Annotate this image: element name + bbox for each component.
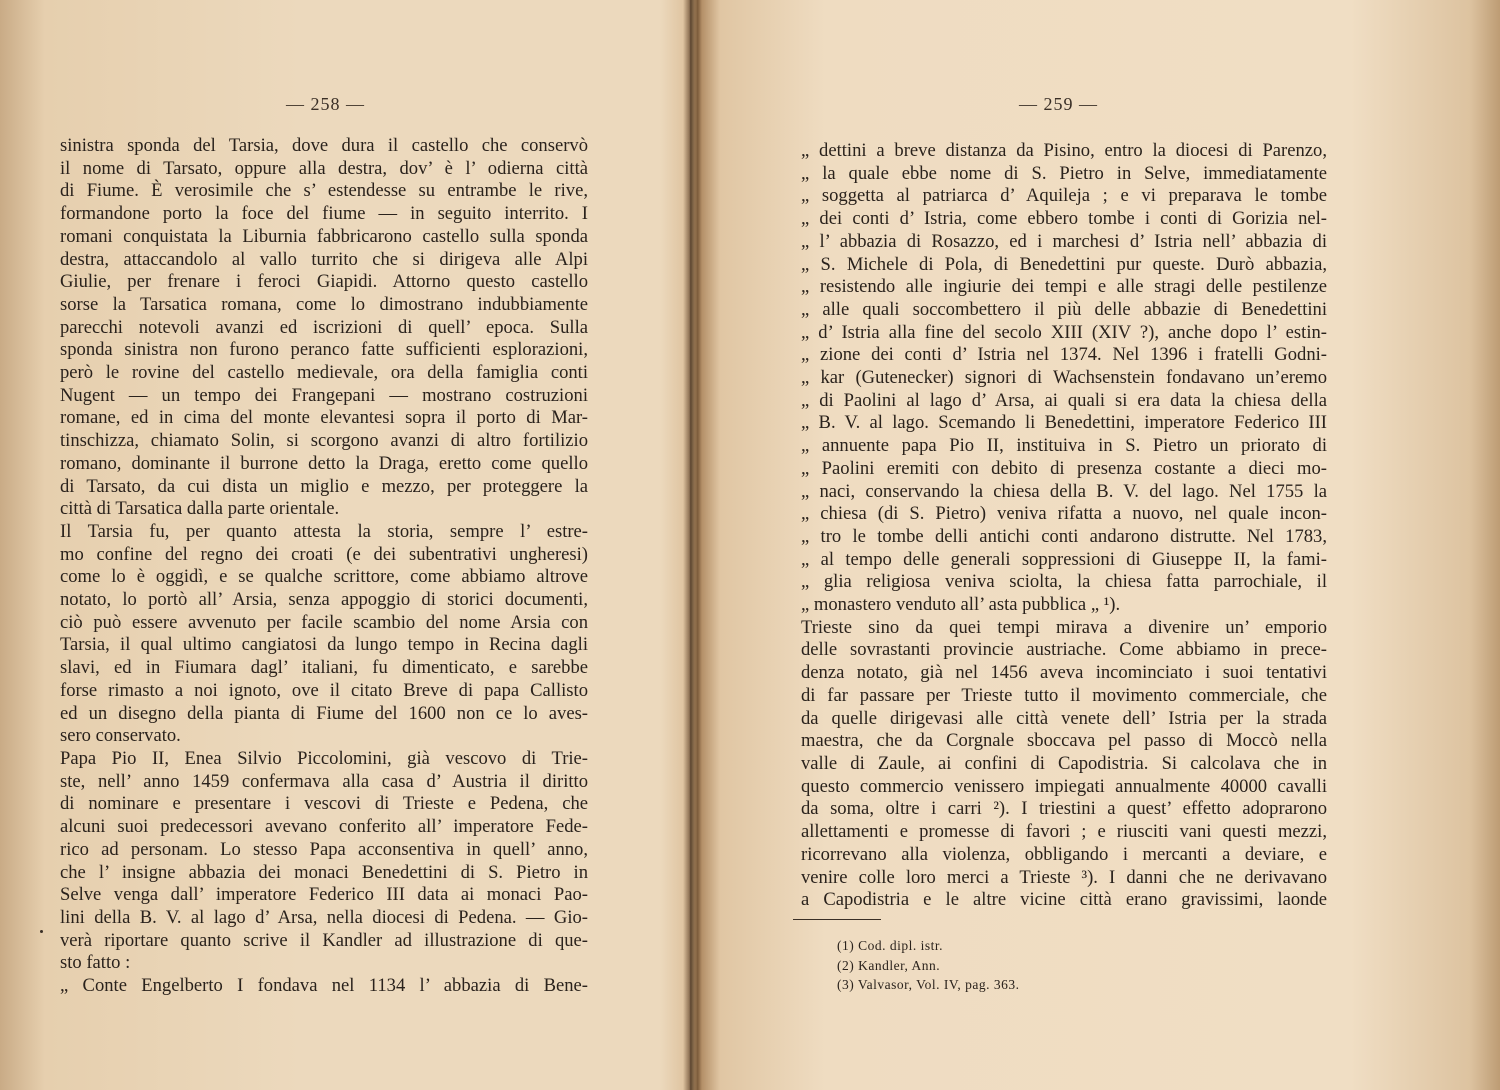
page-number: — 258 — [286, 94, 365, 114]
text-line: „ soggetta al patriarca d’ Aquileja ; e vi preparava le tombe [801, 185, 1327, 207]
text-line: „ glia religiosa veniva sciolta, la chiesa fatta parrochiale, il [801, 571, 1327, 593]
footnote: (2) Kandler, Ann. [837, 957, 941, 973]
text-line: ed un disegno della pianta di Fiume del 1600 non ce lo aves- [60, 702, 588, 724]
footnote: (3) Valvasor, Vol. IV, pag. 363. [837, 977, 1020, 992]
text-line: Nugent — un tempo dei Frangepani — mostrano costruzioni [60, 384, 588, 406]
text-line: „ alle quali soccombettero il più delle abbazie di Benedettini [801, 298, 1327, 320]
text-line: „ resistendo alle ingiurie dei tempi e alle stragi delle pestilenze [801, 276, 1327, 298]
text-line: sero conservato. [60, 725, 181, 747]
text-line: forse rimasto a noi ignoto, ove il citato Breve di papa Callisto [60, 679, 588, 701]
text-line: venire colle loro merci a Trieste ³). I danni che ne derivavano [801, 866, 1327, 888]
text-line: notato, lo portò all’ Arsia, senza appoggio di storici documenti, [60, 589, 588, 611]
text-line: „ S. Michele di Pola, di Benedettini pur queste. Durò abbazia, [801, 253, 1327, 275]
text-line: come lo è oggidì, e se qualche scrittore, come abbiamo altrove [60, 566, 588, 588]
text-line: delle sovrastanti provincie austriache. Come abbiamo in prece- [801, 639, 1327, 661]
text-line: di nominare e presentare i vescovi di Trieste e Pedena, che [60, 793, 588, 815]
text-line: „ Conte Engelberto I fondava nel 1134 l’ abbazia di Bene- [60, 975, 588, 997]
text-line: allettamenti e promesse di favori ; e riusciti vani questi mezzi, [801, 821, 1327, 843]
book-gutter [683, 0, 697, 1090]
text-line: che l’ insigne abbazia dei monaci Benedettini di S. Pietro in [60, 861, 588, 883]
text-line: a Capodistria e le altre vicine città erano gravissimi, laonde [801, 889, 1327, 911]
text-line: sponda sinistra non furono peranco fatte sufficienti esplorazioni, [60, 339, 588, 361]
text-line: città di Tarsatica dalla parte orientale. [60, 498, 340, 520]
text-line: „ B. V. al lago. Scemando li Benedettini, imperatore Federico III [801, 412, 1327, 434]
text-line: sinistra sponda del Tarsia, dove dura il castello che conservò [60, 135, 588, 156]
text-line: di far passare per Trieste tutto il movimento commerciale, che [801, 684, 1327, 706]
text-line: sorse la Tarsatica romana, come lo dimostrano indubbiamente [60, 293, 588, 315]
left-page-text [60, 135, 588, 998]
right-page [697, 0, 1500, 1090]
text-line: „ al tempo delle generali soppressioni di Giuseppe II, la fami- [801, 548, 1327, 570]
text-line: maestra, che da Corgnale sboccava pel passo di Moccò nella [801, 730, 1327, 752]
page-number: — 259 — [1019, 94, 1098, 114]
text-line: „ kar (Gutenecker) signori di Wachsenstein fondavano un’eremo [801, 367, 1327, 389]
text-line: da soma, oltre i carri ²). I triestini a quest’ effetto adoprarono [801, 798, 1327, 820]
text-line: tinschizza, chiamato Solin, si scorgono avanzi di altro fortilizio [60, 430, 588, 452]
text-line: ricorrevano alla violenza, obbligando i mercanti a deviare, e [801, 843, 1327, 865]
text-line: „ l’ abbazia di Rosazzo, ed i marchesi d’ Istria nell’ abbazia di [801, 230, 1327, 252]
text-line: mo confine del regno dei croati (e dei subentrativi ungheresi) [60, 543, 588, 565]
text-line: romane, ed in cima del monte elevantesi sopra il porto di Mar- [60, 407, 588, 429]
text-line: ciò può essere avvenuto per facile scambio del nome Arsia con [60, 611, 588, 633]
text-line: „ dettini a breve distanza da Pisino, entro la diocesi di Parenzo, [801, 140, 1327, 161]
text-line: „ zione dei conti d’ Istria nel 1374. Nel 1396 i fratelli Godni- [801, 344, 1327, 366]
text-line: „ monastero venduto all’ asta pubblica „ ¹). [801, 594, 1121, 616]
text-line: Trieste sino da quei tempi mirava a divenire un’ emporio [801, 616, 1327, 638]
text-line: il nome di Tarsato, oppure alla destra, dov’ è l’ odierna città [60, 157, 588, 179]
text-line: formandone porto la foce del fiume — in seguito interrito. I [60, 203, 588, 225]
text-line: di Tarsato, da cui dista un miglio e mezzo, per proteggere la [60, 475, 588, 497]
text-line: destra, attaccandolo al vallo turrito che si dirigeva alle Alpi [60, 248, 588, 270]
text-line: „ la quale ebbe nome di S. Pietro in Selve, immediatamente [801, 162, 1327, 184]
text-line: parecchi notevoli avanzi ed iscrizioni di quell’ epoca. Sulla [60, 316, 588, 338]
text-line: sto fatto : [60, 952, 131, 974]
text-line: Selve venga dall’ imperatore Federico III data ai monaci Pao- [60, 884, 588, 906]
text-line: „ tro le tombe delli antichi conti andarono distrutte. Nel 1783, [801, 525, 1327, 547]
text-line: alcuni suoi predecessori avevano conferito all’ imperatore Fede- [60, 816, 588, 838]
right-page-text [801, 140, 1327, 912]
text-line: Papa Pio II, Enea Silvio Piccolomini, già vescovo di Trie- [60, 747, 588, 769]
text-line: „ di Paolini al lago d’ Arsa, ai quali si era data la chiesa della [801, 389, 1327, 411]
text-line: Il Tarsia fu, per quanto attesta la storia, sempre l’ estre- [60, 520, 588, 542]
text-line: slavi, ed in Fiumara dagl’ italiani, fu dimenticato, e sarebbe [60, 657, 588, 679]
text-line: „ Paolini eremiti con debito di presenza costante a dieci mo- [801, 457, 1327, 479]
footnote: (1) Cod. dipl. istr. [837, 938, 944, 953]
text-line: „ annuente papa Pio II, instituiva in S. Pietro un priorato di [801, 435, 1327, 457]
text-line: „ naci, conservando la chiesa della B. V. del lago. Nel 1755 la [801, 480, 1327, 502]
text-line: Tarsia, il qual ultimo cangiatosi da lungo tempo in Recina dagli [60, 634, 588, 656]
margin-mark [40, 930, 43, 933]
text-line: rico ad personam. Lo stesso Papa acconsentiva in quell’ anno, [60, 838, 588, 860]
text-line: denza notato, già nel 1456 aveva incominciato i suoi tentativi [801, 662, 1327, 684]
text-line: però le rovine del castello medievale, ora della famiglia conti [60, 362, 588, 384]
text-line: di Fiume. È verosimile che s’ estendesse su entrambe le rive, [60, 180, 588, 202]
footnotes [837, 936, 1019, 995]
text-line: romano, dominante il burrone detto la Draga, eretto come quello [60, 452, 588, 474]
text-line: lini della B. V. al lago d’ Arsa, nella diocesi di Pedena. — Gio- [60, 906, 588, 928]
footnote-separator [793, 919, 881, 920]
text-line: romani conquistata la Liburnia fabbricarono castello sulla sponda [60, 225, 588, 247]
text-line: valle di Zaule, ai confini di Capodistria. Si calcolava che in [801, 752, 1327, 774]
text-line: verà riportare quanto scrive il Kandler ad illustrazione di que- [60, 929, 588, 951]
text-line: questo commercio venissero impiegati annualmente 40000 cavalli [801, 775, 1327, 797]
text-line: „ chiesa (di S. Pietro) veniva rifatta a nuovo, nel quale incon- [801, 503, 1327, 525]
text-line: da quelle dirigevasi alle città venete dell’ Istria per la strada [801, 707, 1327, 729]
text-line: „ d’ Istria alla fine del secolo XIII (XIV ?), anche dopo l’ estin- [801, 321, 1327, 343]
text-line: ste, nell’ anno 1459 confermava alla casa d’ Austria il diritto [60, 770, 588, 792]
text-line: Giulie, per frenare i feroci Giapidi. Attorno questo castello [60, 271, 588, 293]
text-line: „ dei conti d’ Istria, come ebbero tombe i conti di Gorizia nel- [801, 208, 1327, 230]
left-page [0, 0, 683, 1090]
